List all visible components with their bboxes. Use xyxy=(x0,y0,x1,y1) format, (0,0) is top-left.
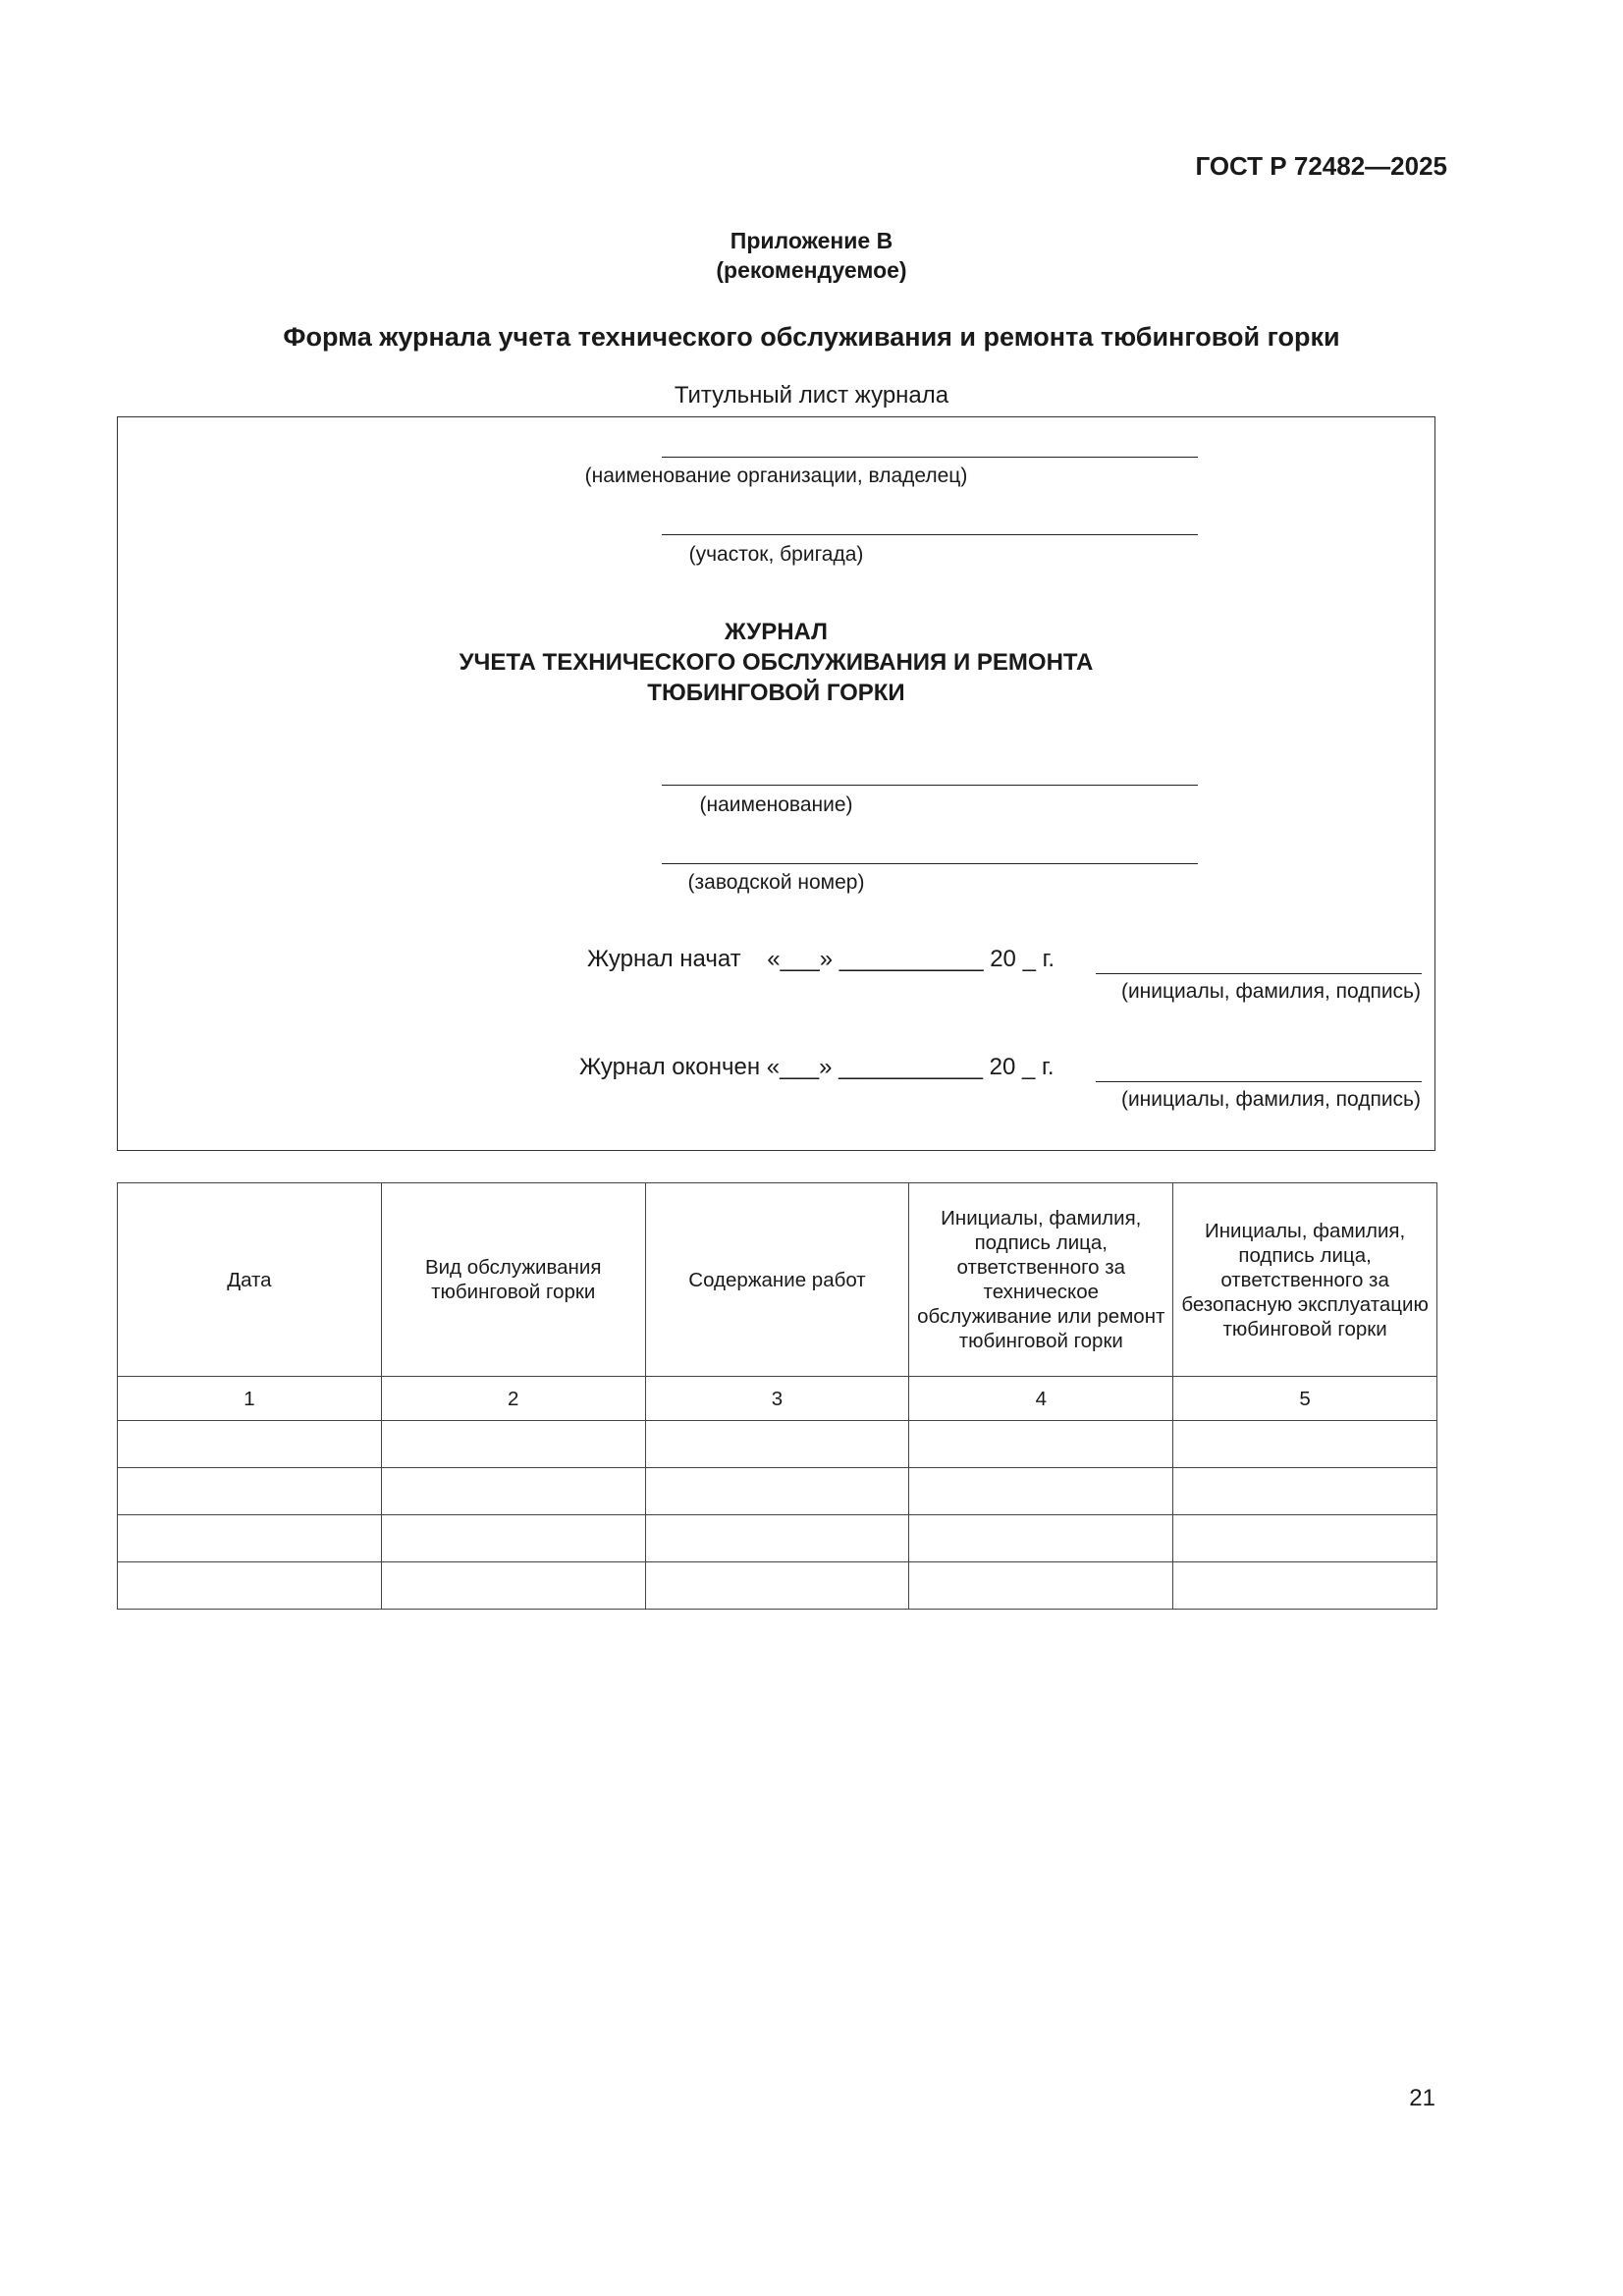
table-cell xyxy=(645,1562,909,1610)
header-safety-responsible: Инициалы, фамилия, подпись лица, ответственного за безопасную эксплуатацию тюбинговой горки xyxy=(1173,1183,1437,1377)
table-row xyxy=(118,1468,1437,1515)
table-cell xyxy=(381,1468,645,1515)
title-sheet-frame xyxy=(117,416,1435,1151)
table-row xyxy=(118,1421,1437,1468)
journal-heading xyxy=(118,617,1434,708)
table-row xyxy=(118,1562,1437,1610)
organization-caption: (наименование организации, владелец) xyxy=(584,465,968,487)
table-cell xyxy=(118,1515,382,1562)
end-signature-line xyxy=(1096,1081,1422,1082)
maintenance-log-table xyxy=(117,1182,1437,1610)
table-cell xyxy=(1173,1515,1437,1562)
table-cell xyxy=(645,1421,909,1468)
table-cell xyxy=(381,1515,645,1562)
table-cell xyxy=(645,1468,909,1515)
table-header-row xyxy=(118,1183,1437,1377)
start-signature-caption: (инициалы, фамилия, подпись) xyxy=(1120,980,1421,1003)
column-number: 1 xyxy=(118,1377,382,1421)
column-number: 4 xyxy=(909,1377,1173,1421)
equipment-name-caption: (наименование) xyxy=(699,793,853,816)
table-row xyxy=(118,1515,1437,1562)
column-number: 5 xyxy=(1173,1377,1437,1421)
table-cell xyxy=(118,1562,382,1610)
appendix-heading xyxy=(0,226,1623,285)
appendix-status: (рекомендуемое) xyxy=(716,257,907,283)
column-number-row xyxy=(118,1377,1437,1421)
header-maintenance-responsible: Инициалы, фамилия, подпись лица, ответственного за техническое обслуживание или ремонт тюбинговой горки xyxy=(909,1183,1173,1377)
header-service-type: Вид обслуживания тюбинговой горки xyxy=(381,1183,645,1377)
appendix-title: Приложение В xyxy=(730,228,893,253)
table-cell xyxy=(118,1468,382,1515)
standard-code: ГОСТ Р 72482—2025 xyxy=(1195,151,1447,181)
section-caption: (участок, бригада) xyxy=(688,543,864,566)
serial-number-caption: (заводской номер) xyxy=(687,871,865,894)
title-sheet-label: Титульный лист журнала xyxy=(674,382,949,409)
table-cell xyxy=(381,1421,645,1468)
column-number: 3 xyxy=(645,1377,909,1421)
table-cell xyxy=(909,1562,1173,1610)
journal-started-row: Журнал начат «___» ___________ 20 _ г. xyxy=(587,946,1055,972)
table-cell xyxy=(118,1421,382,1468)
page-number: 21 xyxy=(1409,2085,1435,2111)
table-cell xyxy=(1173,1562,1437,1610)
table-cell xyxy=(909,1421,1173,1468)
column-number: 2 xyxy=(381,1377,645,1421)
journal-heading-line2: УЧЕТА ТЕХНИЧЕСКОГО ОБСЛУЖИВАНИЯ И РЕМОНТА xyxy=(459,649,1094,676)
section-fill-line xyxy=(662,534,1198,535)
end-signature-caption: (инициалы, фамилия, подпись) xyxy=(1120,1088,1421,1111)
table-cell xyxy=(1173,1421,1437,1468)
equipment-name-fill-line xyxy=(662,785,1198,786)
start-signature-line xyxy=(1096,973,1422,974)
table-cell xyxy=(1173,1468,1437,1515)
table-cell xyxy=(645,1515,909,1562)
table-cell xyxy=(909,1515,1173,1562)
table-cell xyxy=(909,1468,1173,1515)
journal-heading-line1: ЖУРНАЛ xyxy=(724,619,829,645)
header-work-content: Содержание работ xyxy=(645,1183,909,1377)
serial-number-fill-line xyxy=(662,863,1198,864)
journal-ended-row: Журнал окончен «___» ___________ 20 _ г. xyxy=(579,1054,1055,1080)
header-date: Дата xyxy=(118,1183,382,1377)
organization-fill-line xyxy=(662,457,1198,458)
form-title: Форма журнала учета технического обслуживания и ремонта тюбинговой горки xyxy=(283,322,1340,352)
table-cell xyxy=(381,1562,645,1610)
journal-heading-line3: ТЮБИНГОВОЙ ГОРКИ xyxy=(647,680,905,706)
